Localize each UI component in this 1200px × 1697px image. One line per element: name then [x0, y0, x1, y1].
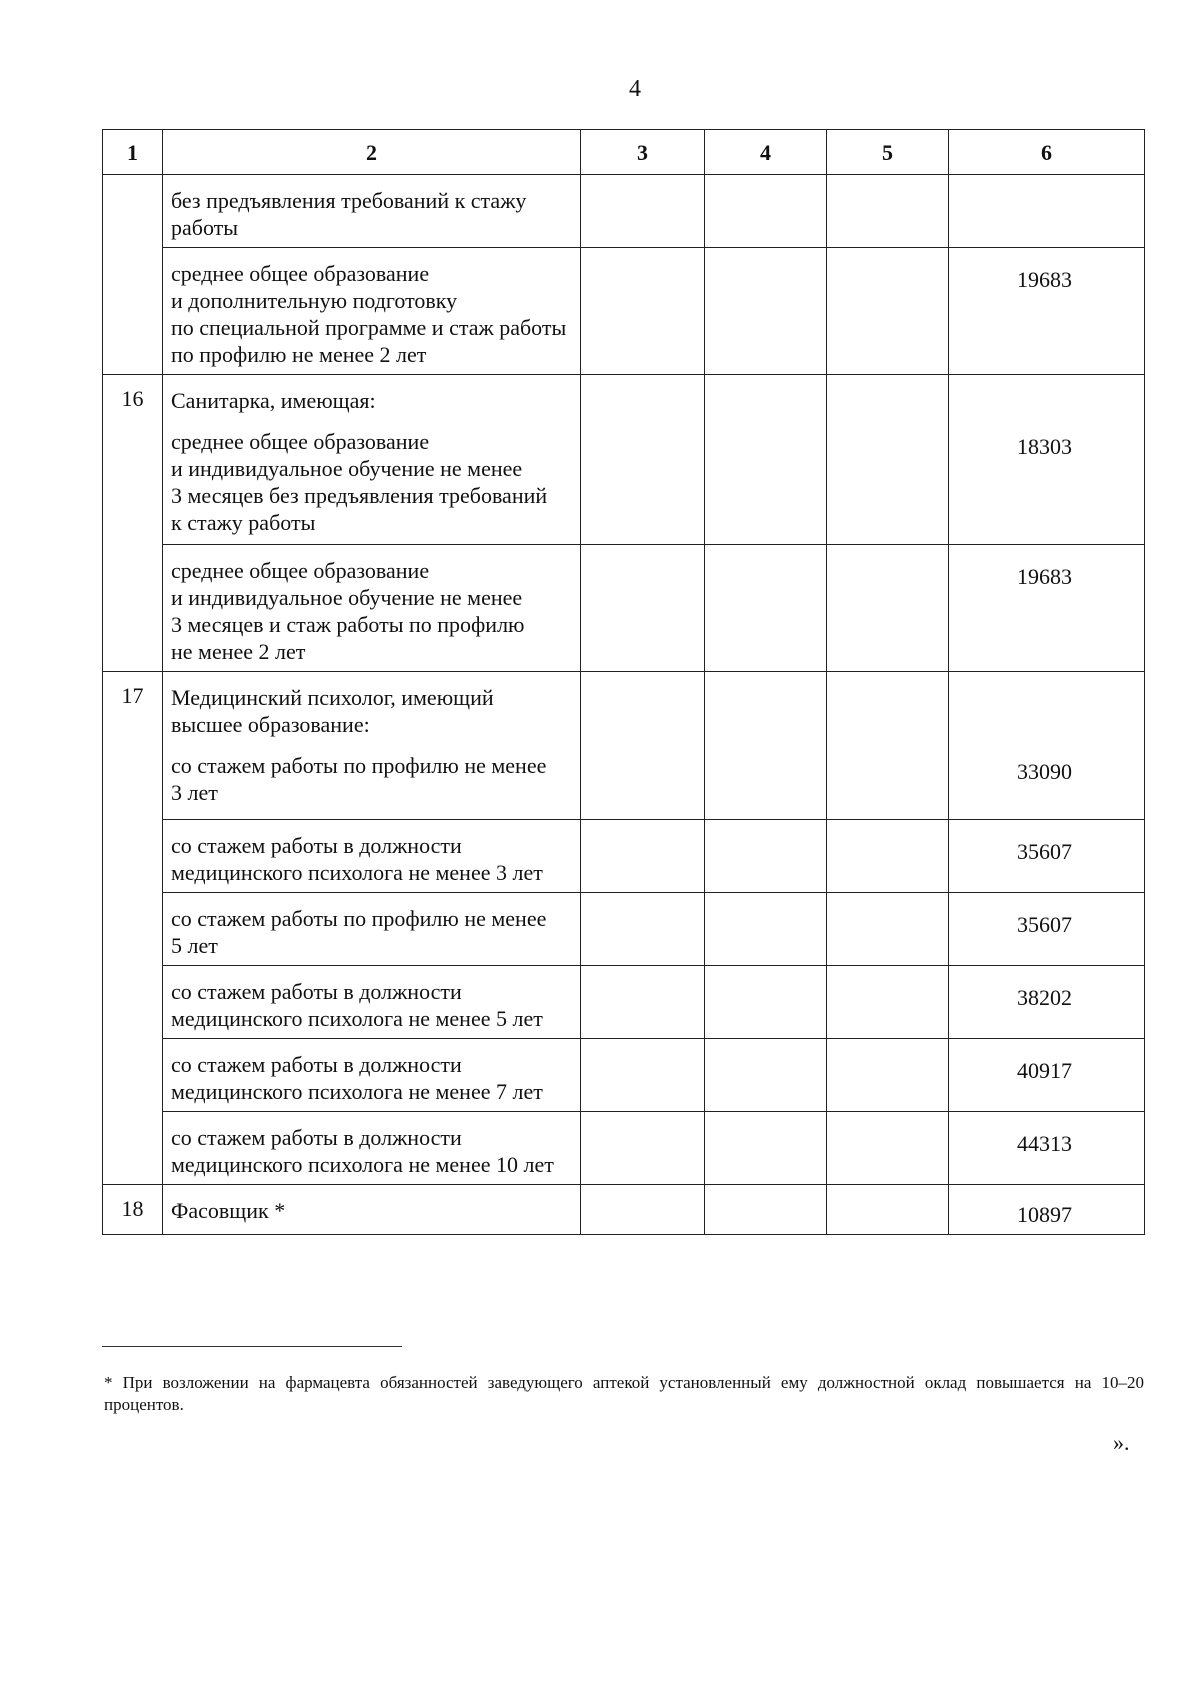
description-line: без предъявления требований к стажу [171, 188, 527, 213]
salary-value-cell: 35607 [949, 820, 1145, 893]
row-number-cell: 18 [103, 1185, 163, 1235]
header-cell: 1 [103, 130, 163, 175]
position-title: Санитарка, имеющая: [171, 388, 376, 413]
table-row [103, 820, 1145, 893]
salary-table [102, 129, 1145, 1235]
empty-cell [705, 175, 827, 248]
empty-cell [581, 375, 705, 545]
table-row [103, 1039, 1145, 1112]
description-line: со стажем работы в должности [171, 1052, 462, 1077]
salary-value-cell: 40917 [949, 1039, 1145, 1112]
closing-quote-mark: ». [1113, 1430, 1130, 1455]
table-header-row [103, 130, 1145, 175]
page-number: 4 [629, 76, 641, 102]
description-line: и дополнительную подготовку [171, 288, 458, 313]
empty-cell [827, 1039, 949, 1112]
empty-cell [705, 248, 827, 375]
salary-value-cell: 19683 [949, 248, 1145, 375]
description-line: медицинского психолога не менее 10 лет [171, 1152, 554, 1177]
description-cell [163, 820, 581, 893]
description-cell [163, 248, 581, 375]
empty-cell [827, 1185, 949, 1235]
salary-value-cell: 35607 [949, 893, 1145, 966]
empty-cell [581, 175, 705, 248]
salary-value-cell: 44313 [949, 1112, 1145, 1185]
description-line: по специальной программе и стаж работы [171, 315, 567, 340]
empty-cell [705, 1039, 827, 1112]
description-line: со стажем работы в должности [171, 979, 462, 1004]
salary-value-cell: 33090 [949, 672, 1145, 820]
empty-cell [705, 1185, 827, 1235]
description-line: со стажем работы в должности [171, 1125, 462, 1150]
description-cell [163, 1185, 581, 1235]
empty-cell [581, 672, 705, 820]
empty-cell [827, 672, 949, 820]
table-row [103, 1112, 1145, 1185]
empty-cell [581, 248, 705, 375]
description-cell [163, 545, 581, 672]
description-cell [163, 966, 581, 1039]
salary-value-cell: 10897 [949, 1185, 1145, 1235]
empty-cell [705, 820, 827, 893]
table-row [103, 375, 1145, 545]
table-row [103, 966, 1145, 1039]
table-row [103, 672, 1145, 820]
description-line: работы [171, 215, 239, 240]
header-cell: 6 [949, 130, 1145, 175]
salary-value-cell: 19683 [949, 545, 1145, 672]
position-title [171, 684, 574, 738]
header-cell: 4 [705, 130, 827, 175]
description-cell [163, 893, 581, 966]
table-row [103, 545, 1145, 672]
empty-cell [705, 893, 827, 966]
header-cell: 5 [827, 130, 949, 175]
empty-cell [827, 966, 949, 1039]
empty-cell [581, 545, 705, 672]
description-line: Фасовщик * [171, 1198, 286, 1223]
empty-cell [827, 1112, 949, 1185]
table-row [103, 248, 1145, 375]
salary-value-cell [949, 175, 1145, 248]
position-title-line: Медицинский психолог, имеющий [171, 685, 494, 710]
table-row [103, 893, 1145, 966]
empty-cell [705, 375, 827, 545]
description-line: 3 лет [171, 780, 218, 805]
empty-cell [581, 893, 705, 966]
description-cell [163, 375, 581, 545]
description-line: и индивидуальное обучение не менее [171, 585, 523, 610]
empty-cell [581, 1039, 705, 1112]
salary-value-cell: 18303 [949, 375, 1145, 545]
description-line: среднее общее образование [171, 429, 430, 454]
empty-cell [581, 820, 705, 893]
description-line: к стажу работы [171, 510, 316, 535]
description-cell [163, 672, 581, 820]
description-line: со стажем работы по профилю не менее [171, 753, 547, 778]
description-line: не менее 2 лет [171, 639, 306, 664]
footnote-separator [102, 1346, 402, 1347]
empty-cell [827, 175, 949, 248]
description-cell [163, 175, 581, 248]
empty-cell [581, 966, 705, 1039]
description-line: медицинского психолога не менее 7 лет [171, 1079, 543, 1104]
table-row [103, 1185, 1145, 1235]
description-line: медицинского психолога не менее 3 лет [171, 860, 543, 885]
empty-cell [827, 893, 949, 966]
position-title-line: высшее образование: [171, 712, 370, 737]
footnote: * При возложении на фармацевта обязанностей заведующего аптекой установленный ему должностной оклад повышается на 10–20 процентов. [104, 1373, 1144, 1414]
description-line: среднее общее образование [171, 261, 430, 286]
row-number-cell: 16 [103, 375, 163, 672]
description-line: со стажем работы в должности [171, 833, 462, 858]
empty-cell [827, 248, 949, 375]
empty-cell [827, 820, 949, 893]
description-line: 5 лет [171, 933, 218, 958]
description-line: среднее общее образование [171, 558, 430, 583]
empty-cell [705, 1112, 827, 1185]
empty-cell [705, 672, 827, 820]
empty-cell [827, 375, 949, 545]
description-line: и индивидуальное обучение не менее [171, 456, 523, 481]
description-cell [163, 1112, 581, 1185]
description-line: 3 месяцев и стаж работы по профилю [171, 612, 525, 637]
empty-cell [705, 545, 827, 672]
salary-value-cell: 38202 [949, 966, 1145, 1039]
table-row [103, 175, 1145, 248]
description-line: со стажем работы по профилю не менее [171, 906, 547, 931]
empty-cell [827, 545, 949, 672]
empty-cell [581, 1112, 705, 1185]
empty-cell [581, 1185, 705, 1235]
description-line: 3 месяцев без предъявления требований [171, 483, 548, 508]
row-number-cell [103, 175, 163, 375]
description-cell [163, 1039, 581, 1112]
header-cell: 2 [163, 130, 581, 175]
empty-cell [705, 966, 827, 1039]
description-line: по профилю не менее 2 лет [171, 342, 427, 367]
row-number-cell: 17 [103, 672, 163, 1185]
header-cell: 3 [581, 130, 705, 175]
description-line: медицинского психолога не менее 5 лет [171, 1006, 543, 1031]
